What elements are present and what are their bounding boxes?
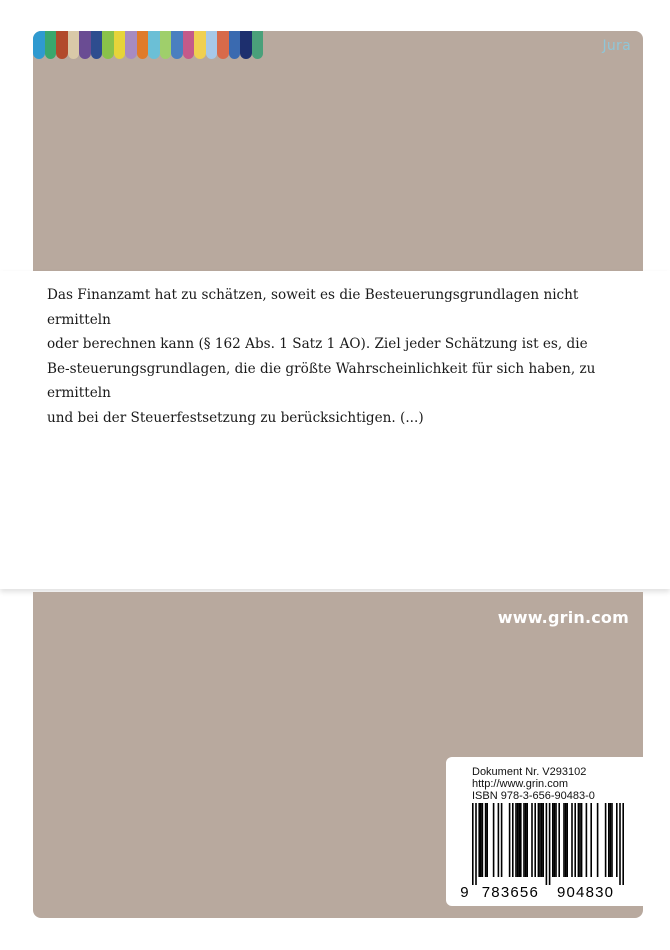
color-stripe (252, 31, 264, 59)
blurb-line: Be-steuerungsgrundlagen, die die größte Wahrscheinlichkeit für sich haben, zu ermitteln (47, 360, 596, 401)
color-stripe (114, 31, 126, 59)
barcode-icon (456, 803, 632, 899)
blurb-section (0, 271, 670, 589)
color-stripe (160, 31, 172, 59)
color-stripe (206, 31, 218, 59)
document-web-link[interactable]: http://www.grin.com (472, 778, 568, 790)
barcode-bar (523, 803, 525, 877)
barcode-bar (498, 803, 500, 877)
isbn-number: ISBN 978-3-656-90483-0 (472, 790, 595, 802)
color-stripe (183, 31, 195, 59)
blurb-line: Das Finanzamt hat zu schätzen, soweit es die Besteuerungsgrundlagen nicht ermitteln (47, 287, 579, 328)
barcode-bar (590, 803, 592, 877)
barcode-bar (622, 803, 624, 885)
barcode-digits: 783656 (481, 884, 540, 899)
barcode-bar (565, 803, 567, 877)
isbn-label-box (446, 757, 643, 906)
barcode-bar (571, 803, 573, 877)
cover-top-band (33, 31, 643, 271)
blurb-line: und bei der Steuerfestsetzung zu berücksichtigen. (...) (47, 409, 424, 426)
barcode-bar (546, 803, 548, 885)
color-stripe (45, 31, 57, 59)
barcode-bar (605, 803, 607, 877)
barcode-bar (485, 803, 487, 877)
blurb-line: oder berechnen kann (§ 162 Abs. 1 Satz 1 AO). Ziel jeder Schätzung ist es, die (47, 336, 588, 352)
barcode-bar (526, 803, 528, 877)
barcode-bar (563, 803, 565, 877)
barcode-bar (579, 803, 581, 877)
barcode-bar (478, 803, 480, 877)
barcode-bar (610, 803, 612, 877)
color-stripe (217, 31, 229, 59)
barcode-bar (542, 803, 544, 877)
barcode-bar (531, 803, 533, 877)
barcode-bar (539, 803, 541, 877)
barcode-bar (597, 803, 599, 877)
category-label: Jura (602, 38, 631, 54)
barcode-bar (512, 803, 514, 877)
barcode-bar (619, 803, 621, 885)
barcode-digits: 904830 (556, 884, 615, 899)
document-number: Dokument Nr. V293102 (472, 766, 587, 778)
barcode-bar (541, 803, 543, 877)
barcode-bar (566, 803, 568, 877)
color-stripe (137, 31, 149, 59)
color-stripe (91, 31, 103, 59)
barcode-bar (552, 803, 554, 877)
barcode-bar (486, 803, 488, 877)
barcode-bar (493, 803, 495, 877)
barcode-bar (518, 803, 520, 877)
barcode-bar (525, 803, 527, 877)
barcode-bar (558, 803, 560, 877)
barcode-bar (578, 803, 580, 877)
barcode-bar (515, 803, 517, 877)
color-stripe (240, 31, 252, 59)
color-stripe (102, 31, 114, 59)
publisher-url[interactable]: www.grin.com (497, 608, 629, 627)
color-stripe (33, 31, 45, 59)
barcode-bar (475, 803, 477, 885)
barcode-bar (534, 803, 536, 877)
barcode-bar (611, 803, 613, 877)
barcode-bar (554, 803, 556, 877)
barcode-bar (608, 803, 610, 877)
book-blurb (47, 283, 637, 430)
barcode-bar (501, 803, 503, 877)
barcode-bar (520, 803, 522, 877)
color-stripe (125, 31, 137, 59)
barcode-bar (509, 803, 511, 877)
barcode-bar (482, 803, 484, 877)
color-stripe (148, 31, 160, 59)
color-stripe (56, 31, 68, 59)
barcode-bar (574, 803, 576, 877)
barcode-bar (555, 803, 557, 877)
barcode-bar (517, 803, 519, 877)
barcode-bar (480, 803, 482, 877)
barcode-bar (538, 803, 540, 877)
color-stripe (68, 31, 80, 59)
color-stripe (79, 31, 91, 59)
color-stripe (229, 31, 241, 59)
barcode-bar (472, 803, 474, 885)
barcode-bar (616, 803, 618, 877)
color-stripe (194, 31, 206, 59)
barcode-bar (549, 803, 551, 885)
barcode-digits: 9 (460, 884, 470, 899)
color-stripes (33, 31, 263, 59)
barcode-bar (581, 803, 583, 877)
barcode-bar (586, 803, 588, 877)
color-stripe (171, 31, 183, 59)
